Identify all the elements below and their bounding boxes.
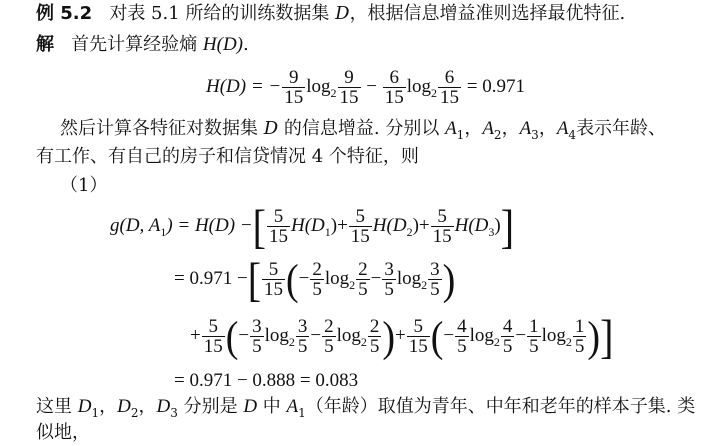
gain-equation-line2: = 0.971 −[ $\frac{5}{15}$ (− $\frac{2}{5}$ $\log_2$ $\frac{2}{5}$ − $\frac{3}{5}$ $\log_2$ $\frac{3}{5}$ ) — [174, 252, 456, 307]
para3-line1: 这里 $D_1$，$D_2$，$D_3$ 分别是 D 中 $A_1$（年龄）取值为青年、中年和老年的样本子集. 类 — [36, 396, 696, 420]
example-text-b: ，根据信息增益准则选择最优特征. — [349, 3, 626, 24]
eq1-frac2: $\frac{9}{15}$ — [339, 67, 359, 109]
para2-line1: 然后计算各特征对数据集 D 的信息增益. 分别以 $A_1$，$A_2$，$A_3$，$A_4$表示年龄、 — [60, 118, 667, 142]
para3-line2: 似地， — [36, 422, 90, 443]
eq1-frac1: $\frac{9}{15}$ — [284, 67, 304, 109]
example-header — [36, 3, 625, 25]
gain-equation-line3: + $\frac{5}{15}$ (− $\frac{3}{5}$ $\log_2$ $\frac{3}{5}$ − $\frac{2}{5}$ $\log_2$ $\frac{2}{5}$ )+ $\frac{5}{15}$ (− $\frac{4}{5}$ $\log_2$ $\frac{4}{5}$ − $\frac{1}{5}$ $\log_2$ $\frac{1}{5}$ )] — [190, 309, 614, 364]
gain-result: = 0.971 − 0.888 = 0.083 — [174, 370, 359, 391]
entropy-equation: H(D) = − $\frac{9}{15}$ $\log_2$ $\frac{9}{15}$ − $\frac{6}{15}$ $\log_2$ $\frac{6}{15}$ = 0.971 — [206, 67, 525, 109]
solution-text-a: 首先计算经验熵 — [71, 34, 203, 55]
eq1-frac4: $\frac{6}{15}$ — [440, 67, 460, 109]
eq1-lhs: H(D) = − — [206, 76, 282, 97]
example-label: 例 5.2 — [36, 3, 93, 24]
solution-expr: H(D) — [202, 34, 244, 55]
solution-text-b: . — [243, 34, 249, 55]
gain-equation-line1: g(D, $A_1) = H(D)$ −[ $\frac{5}{15}$ $H(D_1)+$ $\frac{5}{15}$ $H(D_2)+$ $\frac{5}{15}$ $H(D_3)$] — [110, 199, 515, 254]
item-number: （1） — [60, 175, 108, 196]
example-text-a: 对表 5.1 所给的训练数据集 — [109, 3, 336, 24]
example-var-d: D — [335, 3, 350, 24]
solution-line — [36, 34, 249, 56]
solution-label: 解 — [36, 34, 54, 55]
eq1-result: = 0.971 — [466, 76, 525, 97]
eq1-frac3: $\frac{6}{15}$ — [384, 67, 404, 109]
para2-line2: 有工作、有自己的房子和信贷情况 4 个特征，则 — [36, 146, 419, 167]
